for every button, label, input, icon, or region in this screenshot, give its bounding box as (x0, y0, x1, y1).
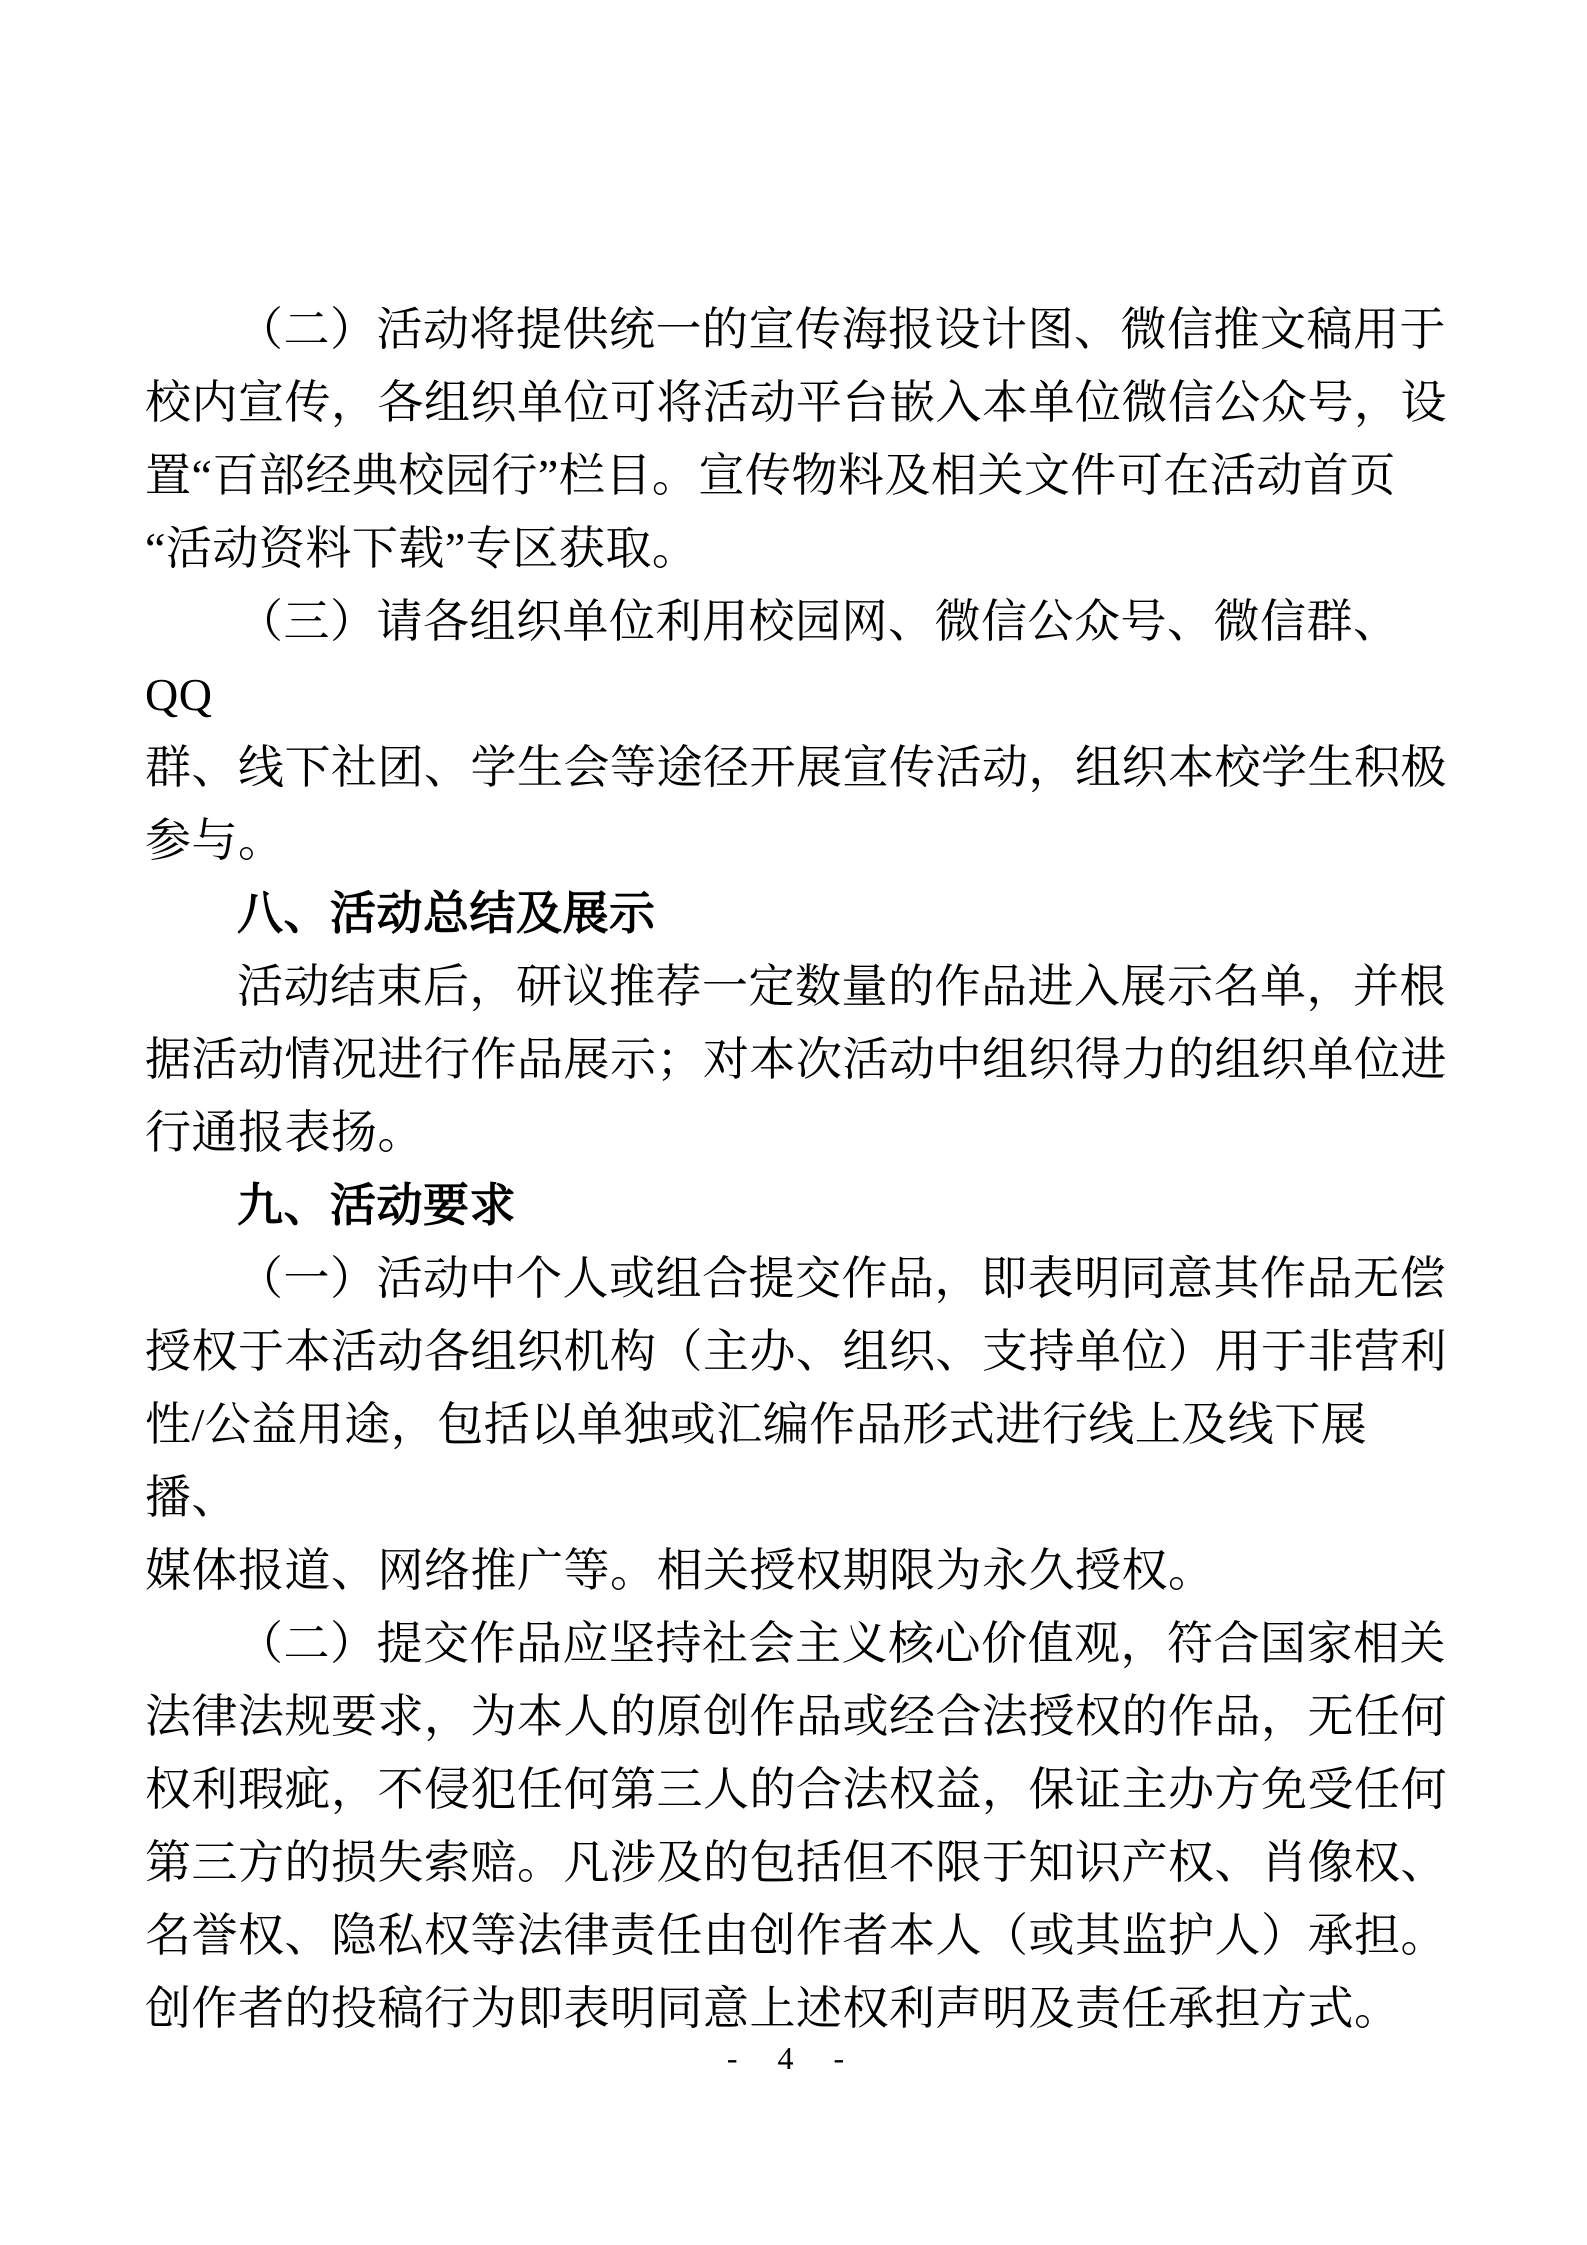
text-line: 群、线下社团、学生会等途径开展宣传活动，组织本校学生积极 (145, 742, 1447, 793)
text-line: 第三方的损失索赔。凡涉及的包括但不限于知识产权、肖像权、 (145, 1837, 1447, 1888)
body-paragraph (145, 293, 1448, 585)
text-line: 名誉权、隐私权等法律责任由创作者本人（或其监护人）承担。 (145, 1910, 1447, 1961)
text-line: 行通报表扬。 (145, 1107, 424, 1158)
text-line: （三）请各组织单位利用校园网、微信公众号、微信群、QQ (145, 596, 1400, 720)
text-line: 权利瑕疵，不侵犯任何第三人的合法权益，保证主办方免受任何 (145, 1764, 1447, 1815)
text-line: 参与。 (145, 815, 285, 866)
document-content (145, 293, 1448, 2045)
section-heading (145, 877, 1448, 950)
text-line: 性/公益用途，包括以单独或汇编作品形式进行线上及线下展播、 (145, 1399, 1368, 1523)
body-paragraph (145, 1242, 1448, 1607)
text-line: 九、活动要求 (237, 1179, 516, 1231)
text-line: 创作者的投稿行为即表明同意上述权利声明及责任承担方式。 (145, 1983, 1401, 2034)
text-line: 置“百部经典校园行”栏目。宣传物料及相关文件可在活动首页 (145, 450, 1396, 501)
text-line: 媒体报道、网络推广等。相关授权期限为永久授权。 (145, 1545, 1215, 1596)
body-paragraph (145, 1607, 1448, 2045)
body-paragraph (145, 950, 1448, 1169)
text-line: 法律法规要求，为本人的原创作品或经合法授权的作品，无任何 (145, 1691, 1447, 1742)
section-heading (145, 1169, 1448, 1242)
text-line: 八、活动总结及展示 (237, 887, 656, 939)
body-paragraph (145, 585, 1448, 877)
text-line: （一）活动中个人或组合提交作品，即表明同意其作品无偿 (237, 1253, 1446, 1304)
text-line: “活动资料下载”专区获取。 (145, 523, 699, 574)
page-number: - 4 - (726, 2040, 861, 2076)
text-line: 活动结束后，研议推荐一定数量的作品进入展示名单，并根 (237, 961, 1446, 1012)
text-line: 校内宣传，各组织单位可将活动平台嵌入本单位微信公众号，设 (145, 377, 1447, 428)
text-line: （二）提交作品应坚持社会主义核心价值观，符合国家相关 (237, 1618, 1446, 1669)
text-line: （二）活动将提供统一的宣传海报设计图、微信推文稿用于 (237, 304, 1446, 355)
text-line: 据活动情况进行作品展示；对本次活动中组织得力的组织单位进 (145, 1034, 1447, 1085)
text-line: 授权于本活动各组织机构（主办、组织、支持单位）用于非营利 (145, 1326, 1447, 1377)
